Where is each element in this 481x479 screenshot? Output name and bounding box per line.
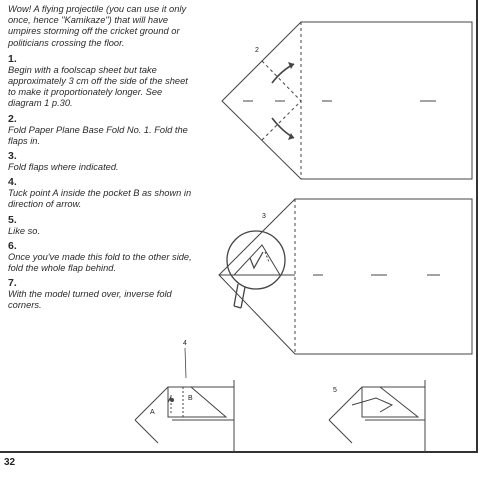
point-b-label: B — [188, 395, 193, 402]
step-6-number: 6. — [8, 239, 17, 252]
step-3-number: 3. — [8, 150, 17, 163]
step-4-number: 4. — [8, 176, 17, 189]
diagram-4 — [135, 348, 234, 452]
page-number: 32 — [4, 457, 16, 468]
diagram-2 — [222, 22, 472, 179]
diagram-4-label: 4 — [183, 340, 187, 347]
step-2-text: Fold Paper Plane Base Fold No. 1. Fold the flaps in. — [8, 124, 188, 146]
diagram-3 — [219, 199, 472, 354]
step-5-number: 5. — [8, 213, 17, 226]
step-7-text: With the model turned over, inverse fold corners. — [8, 289, 172, 311]
step-2-number: 2. — [8, 112, 17, 125]
step-3-text: Fold flaps where indicated. — [8, 162, 119, 173]
point-a-label: A — [150, 409, 155, 416]
step-6-text: Once you've made this fold to the other side, fold the whole flap behind. — [8, 251, 192, 274]
diagram-5-label: 5 — [333, 387, 337, 394]
step-1-number: 1. — [8, 52, 17, 65]
step-1-text: Begin with a foolscap sheet but take approximately 3 cm off the side of the sheet to make it proportionately longer. See diagram 1 p.30. — [8, 64, 188, 109]
diagram-5 — [329, 380, 425, 452]
step-5-text: Like so. — [8, 225, 41, 236]
diagram-2-label: 2 — [255, 47, 259, 54]
step-7-number: 7. — [8, 277, 17, 290]
diagram-3-label: 3 — [262, 213, 266, 220]
step-4-text: Tuck point A inside the pocket B as shown in direction of arrow. — [8, 188, 192, 210]
intro-text: Wow! A flying projectile (you can use it only once, hence "Kamikaze") that will have umpires storming off the cricket ground or politicians crossing the floor. — [8, 4, 187, 48]
